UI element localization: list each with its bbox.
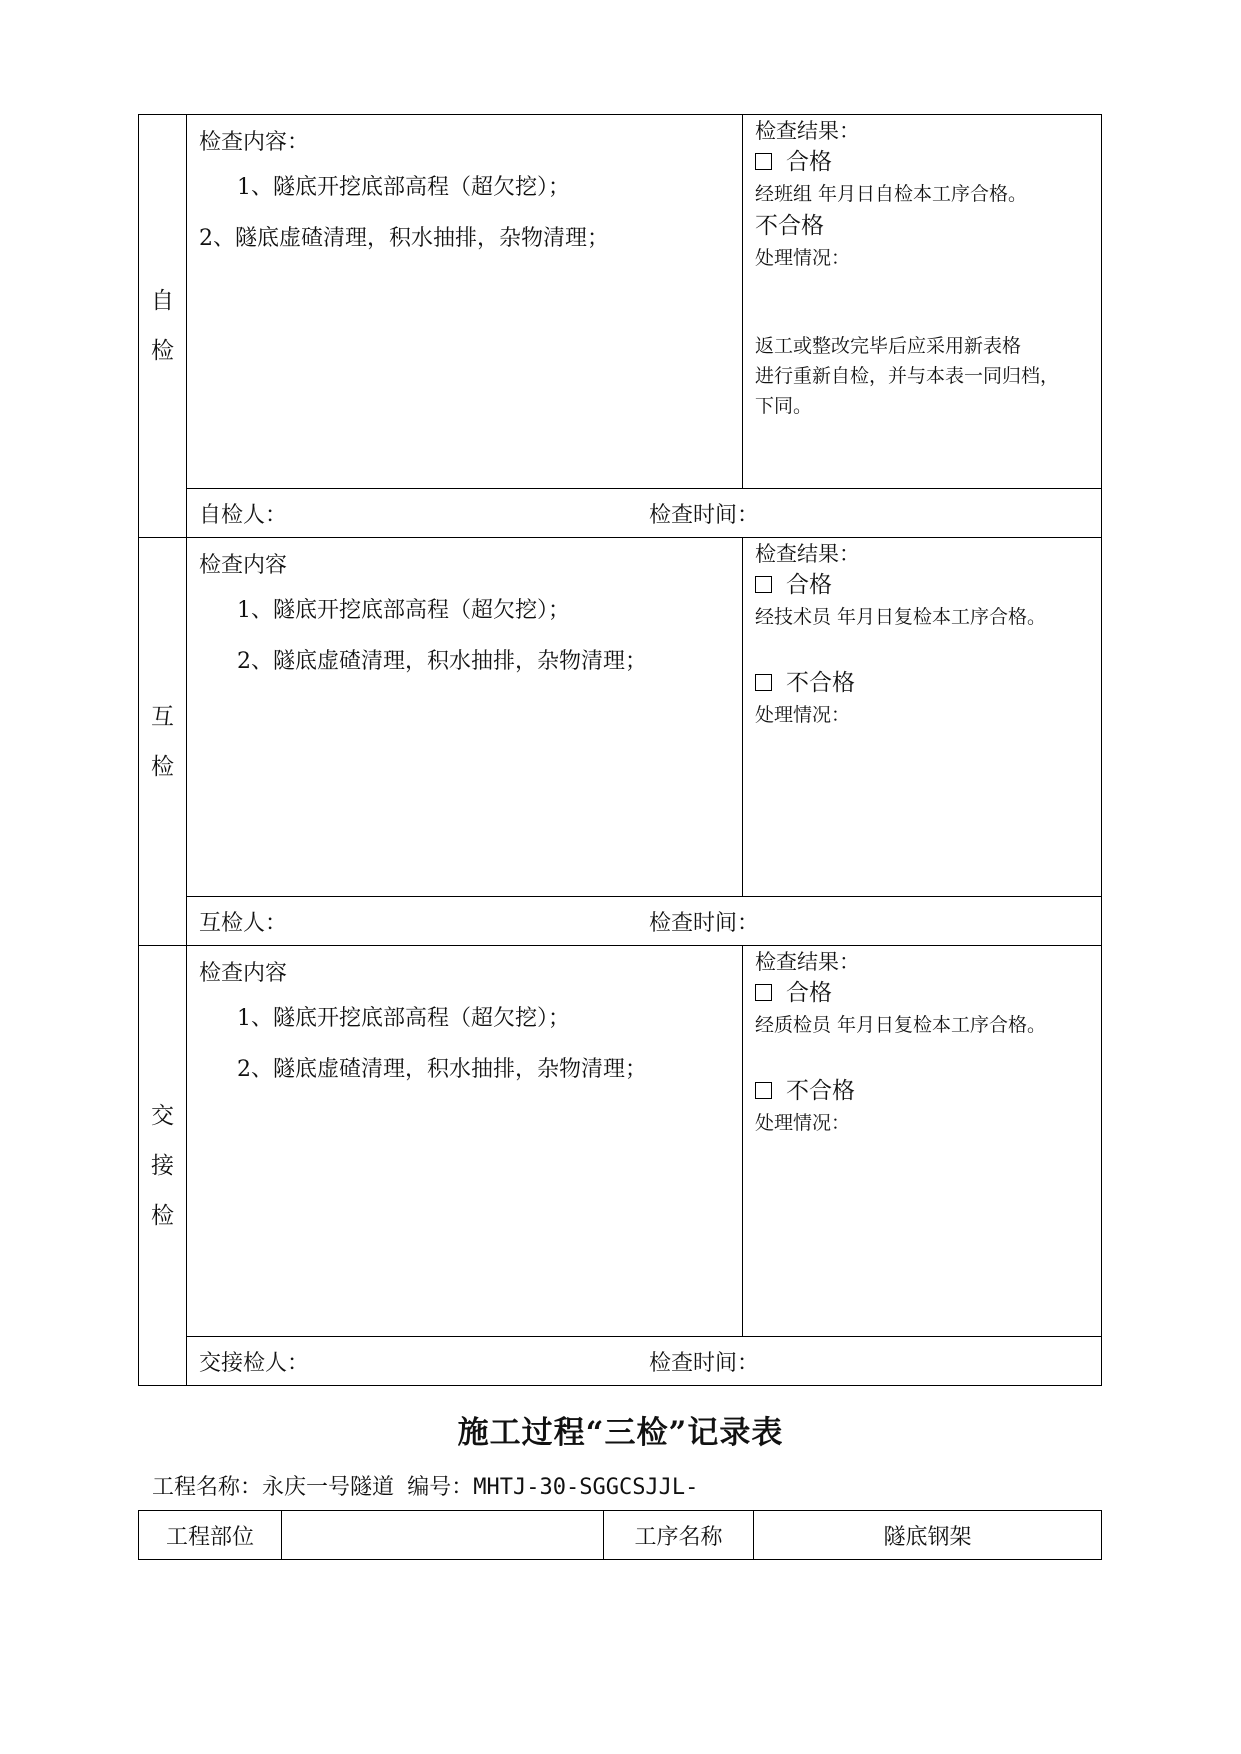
inspector-label: 自检人： xyxy=(199,502,288,528)
mutual-check-content-cell xyxy=(187,538,743,897)
pass-label: 合格 xyxy=(786,980,832,1006)
result-heading: 检查结果： xyxy=(755,542,860,566)
pass-label: 合格 xyxy=(786,572,832,598)
rework-note-line: 进行重新自检，并与本表一同归档， xyxy=(755,365,1060,387)
pass-note: 经技术员 年月日复检本工序合格。 xyxy=(755,606,1047,628)
checkbox-icon[interactable] xyxy=(755,576,772,593)
rework-note-line: 返工或整改完毕后应采用新表格 xyxy=(755,335,1022,357)
fail-option: 不合格 xyxy=(755,213,824,239)
fail-option[interactable] xyxy=(755,666,1091,700)
process-label: 工序名称 xyxy=(604,1511,754,1560)
pass-option[interactable] xyxy=(755,976,1091,1010)
pass-option[interactable] xyxy=(755,568,1091,602)
pass-note: 经质检员 年月日复检本工序合格。 xyxy=(755,1014,1047,1036)
side-char: 自 xyxy=(151,288,174,314)
content-heading: 检查内容 xyxy=(199,961,288,986)
handling-label: 处理情况： xyxy=(755,704,851,726)
fail-label: 不合格 xyxy=(786,670,855,696)
check-item: 1、隧底开挖底部高程（超欠挖）； xyxy=(237,598,570,623)
self-check-content-cell xyxy=(187,115,743,489)
checkbox-icon[interactable] xyxy=(755,984,772,1001)
fail-option[interactable] xyxy=(755,1074,1091,1108)
handling-label: 处理情况： xyxy=(755,1112,851,1134)
pass-option[interactable] xyxy=(755,145,1091,179)
check-time-label: 检查时间： xyxy=(649,502,760,528)
process-info-row xyxy=(139,1511,1102,1560)
handover-check-result-cell xyxy=(743,946,1102,1337)
self-check-result-cell xyxy=(743,115,1102,489)
side-char: 互 xyxy=(151,703,174,730)
part-value-field[interactable] xyxy=(282,1511,604,1560)
handover-check-sign-cell[interactable] xyxy=(187,1337,1102,1386)
mutual-check-sign-row xyxy=(139,897,1102,946)
mutual-check-side-label xyxy=(139,538,187,946)
side-char: 交 xyxy=(151,1102,174,1129)
handover-check-side-label xyxy=(139,946,187,1386)
process-value: 隧底钢架 xyxy=(754,1511,1102,1560)
mutual-check-row xyxy=(139,538,1102,897)
self-check-sign-cell[interactable] xyxy=(187,489,1102,538)
part-label: 工程部位 xyxy=(139,1511,282,1560)
self-check-sign-row xyxy=(139,489,1102,538)
check-time-label: 检查时间： xyxy=(649,1350,760,1376)
side-char: 检 xyxy=(151,1202,174,1229)
inspector-label: 互检人： xyxy=(199,910,288,936)
fail-label: 不合格 xyxy=(786,1078,855,1104)
form-title: 施工过程“三检”记录表 xyxy=(457,1415,784,1451)
check-item: 2、隧底虚碴清理，积水抽排，杂物清理； xyxy=(237,1057,647,1082)
handover-check-content-cell xyxy=(187,946,743,1337)
self-check-row xyxy=(139,115,1102,489)
self-check-side-label xyxy=(139,115,187,538)
inspector-label: 交接检人： xyxy=(199,1350,310,1376)
check-item: 2、隧底虚碴清理，积水抽排，杂物清理； xyxy=(237,649,647,674)
check-item: 2、隧底虚碴清理，积水抽排，杂物清理； xyxy=(199,226,609,251)
pass-note: 经班组 年月日自检本工序合格。 xyxy=(755,183,1028,205)
check-item: 1、隧底开挖底部高程（超欠挖）； xyxy=(237,1006,570,1031)
side-char: 检 xyxy=(151,338,174,364)
content-heading: 检查内容 xyxy=(199,553,288,578)
content-heading: 检查内容： xyxy=(199,130,310,155)
check-time-label: 检查时间： xyxy=(649,910,760,936)
mutual-check-result-cell xyxy=(743,538,1102,897)
side-char: 检 xyxy=(151,753,174,780)
process-info-table xyxy=(138,1510,1102,1560)
pass-label: 合格 xyxy=(786,149,832,175)
side-char: 接 xyxy=(151,1152,174,1179)
handover-check-sign-row xyxy=(139,1337,1102,1386)
handling-label: 处理情况： xyxy=(755,247,851,269)
checkbox-icon[interactable] xyxy=(755,674,772,691)
checkbox-icon[interactable] xyxy=(755,153,772,170)
checkbox-icon[interactable] xyxy=(755,1082,772,1099)
check-item: 1、隧底开挖底部高程（超欠挖）； xyxy=(237,175,570,200)
project-line: 工程名称：永庆一号隧道 编号：MHTJ-30-SGGCSJJL- xyxy=(152,1475,699,1500)
result-heading: 检查结果： xyxy=(755,950,860,974)
mutual-check-sign-cell[interactable] xyxy=(187,897,1102,946)
handover-check-row xyxy=(139,946,1102,1337)
rework-note-line: 下同。 xyxy=(755,395,813,417)
three-check-table xyxy=(138,114,1102,1386)
result-heading: 检查结果： xyxy=(755,119,860,143)
